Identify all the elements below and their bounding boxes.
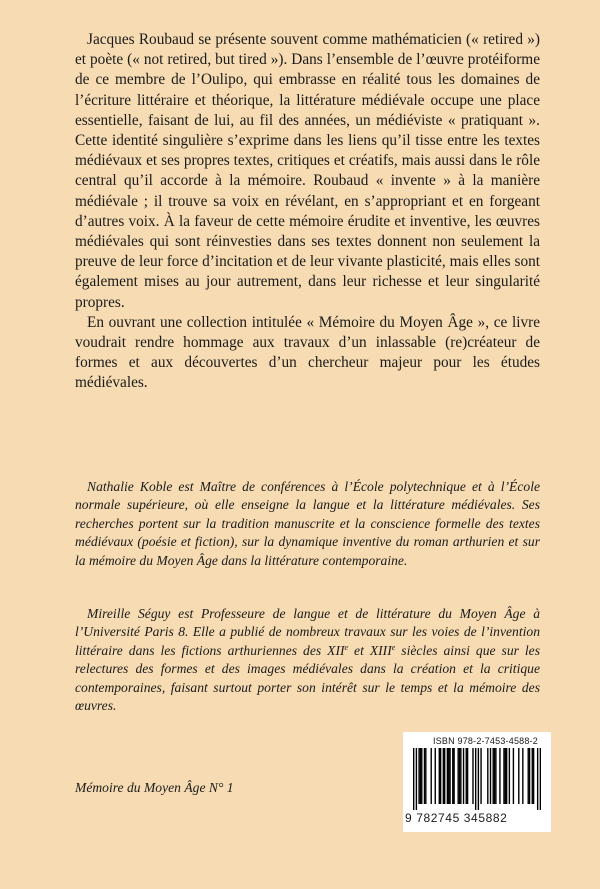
barcode-bar: [505, 748, 506, 804]
barcode-bar: [478, 748, 479, 810]
barcode-bar: [447, 748, 448, 804]
barcode-bar: [460, 748, 461, 804]
blurb-paragraph-2: En ouvrant une collection intitulée « Mémoire du Moyen Âge », ce livre voudrait rendre hommage aux travaux d’un inlassable (re)créateur de formes et aux découvertes d’un chercheur majeur pour les études médiévales.: [75, 313, 540, 392]
blurb-paragraph-1: Jacques Roubaud se présente souvent comme mathématicien (« retired ») et poète (« not retired, but tired »). Dans l’ensemble de l’œuvre protéiforme de ce membre de l’Oulipo, qui embrasse en réalité tous les domaines de l’écriture littéraire et théorique, la littérature médiévale occupe une place essentielle, faisant de lui, au fil des années, un médiéviste « pratiquant ». Cette identité singulière s’exprime dans les liens qu’il tisse entre les textes médiévaux et ses propres textes, critiques et créatifs, mais aussi dans le rôle central qu’il accorde à la mémoire. Roubaud « invente » à la manière médiévale ; il trouve sa voix en révélant, en s’appropriant et en forgeant d’autres voix. À la faveur de cette mémoire érudite et inventive, les œuvres médiévales qui sont réinvesties dans ses textes donnent non seulement la preuve de leur force d’incitation et de leur vivante plasticité, mais elles sont également mises au jour autrement, dans leur richesse et leur singularité propres.: [75, 31, 540, 311]
barcode-bar: [439, 748, 440, 804]
barcode-bar: [466, 748, 467, 804]
isbn-label: ISBN 978-2-7453-4588-2: [433, 736, 538, 746]
century-xii-sup: e: [344, 642, 349, 652]
barcode-box: [403, 732, 551, 832]
bio-seguy-part1: Mireille Séguy est Professeure de langue et de littérature du Moyen Âge à l’Université Paris 8. Elle a publié de nombreux travaux sur les voies de l’invention littéraire dans les fictions arthuriennes des: [75, 606, 540, 658]
barcode-bar: [443, 748, 444, 804]
barcode-bar: [499, 748, 500, 804]
century-xiii: XIII: [369, 642, 392, 658]
barcode-bar: [503, 748, 504, 804]
barcode-bar: [490, 748, 491, 804]
barcode-bar: [529, 748, 530, 804]
author-bio-koble: [75, 478, 540, 570]
barcode-bar: [449, 748, 450, 804]
barcode-bar: [472, 748, 473, 804]
barcode-bar: [459, 748, 460, 804]
barcode-bar: [413, 748, 414, 810]
bio-seguy-part2: siècles ainsi que sur les relectures des formes et des images médiévales dans la création et la critique contemporaines, faisant surtout porter son intérêt sur le temps et la mémoire des œuvres.: [75, 642, 540, 714]
author-bio-seguy: [75, 605, 540, 715]
series-label: Mémoire du Moyen Âge N° 1: [75, 780, 234, 795]
barcode-bar: [416, 748, 417, 810]
barcode-digits: 9 782745 345882: [405, 811, 508, 825]
barcode-bar: [421, 748, 422, 804]
barcode-bar: [506, 748, 507, 804]
barcode-bar: [457, 748, 458, 804]
barcode-bar: [492, 748, 493, 804]
barcode-bar: [424, 748, 425, 804]
barcode-bar: [425, 748, 426, 804]
barcode-bar: [509, 748, 510, 804]
barcode-bar: [435, 748, 436, 804]
blurb: [75, 30, 540, 394]
century-xiii-sup: e: [391, 642, 396, 652]
barcode-bar: [467, 748, 468, 804]
barcode-bar: [537, 748, 538, 810]
barcode-bar: [532, 748, 533, 804]
barcode-bar: [420, 748, 421, 804]
barcode-bar: [448, 748, 449, 804]
barcode-bar: [533, 748, 534, 804]
barcode-bar: [452, 748, 453, 804]
barcode-bar: [440, 748, 441, 804]
barcode-bar: [480, 748, 481, 804]
bio-seguy-text: [75, 605, 540, 715]
barcode-bar: [513, 748, 514, 804]
barcode-bar: [495, 748, 496, 804]
barcode-bar: [418, 748, 419, 804]
barcode-bar: [475, 748, 476, 810]
barcode-bar: [540, 748, 541, 810]
barcode-bar: [444, 748, 445, 804]
barcode-icon: [413, 748, 541, 810]
barcode-bar: [431, 748, 432, 804]
barcode-bar: [522, 748, 523, 804]
barcode-bar: [494, 748, 495, 804]
barcode-bar: [528, 748, 529, 804]
bio-koble-text: Nathalie Koble est Maître de conférences à l’École polytechnique et à l’École normale supérieure, où elle enseigne la langue et la littérature médiévales. Ses recherches portent sur la tradition manuscrite et la conscience formelle des textes médiévaux (poésie et fiction), sur la dynamique inventive du roman arthurien et sur la mémoire du Moyen Âge dans la littérature contemporaine.: [75, 479, 540, 568]
barcode-bar: [487, 748, 488, 804]
bio-seguy-et: et: [348, 642, 370, 658]
barcode-bar: [453, 748, 454, 804]
barcode-bar: [463, 748, 464, 804]
barcode-bar: [518, 748, 519, 804]
century-xii: XII: [327, 642, 345, 658]
